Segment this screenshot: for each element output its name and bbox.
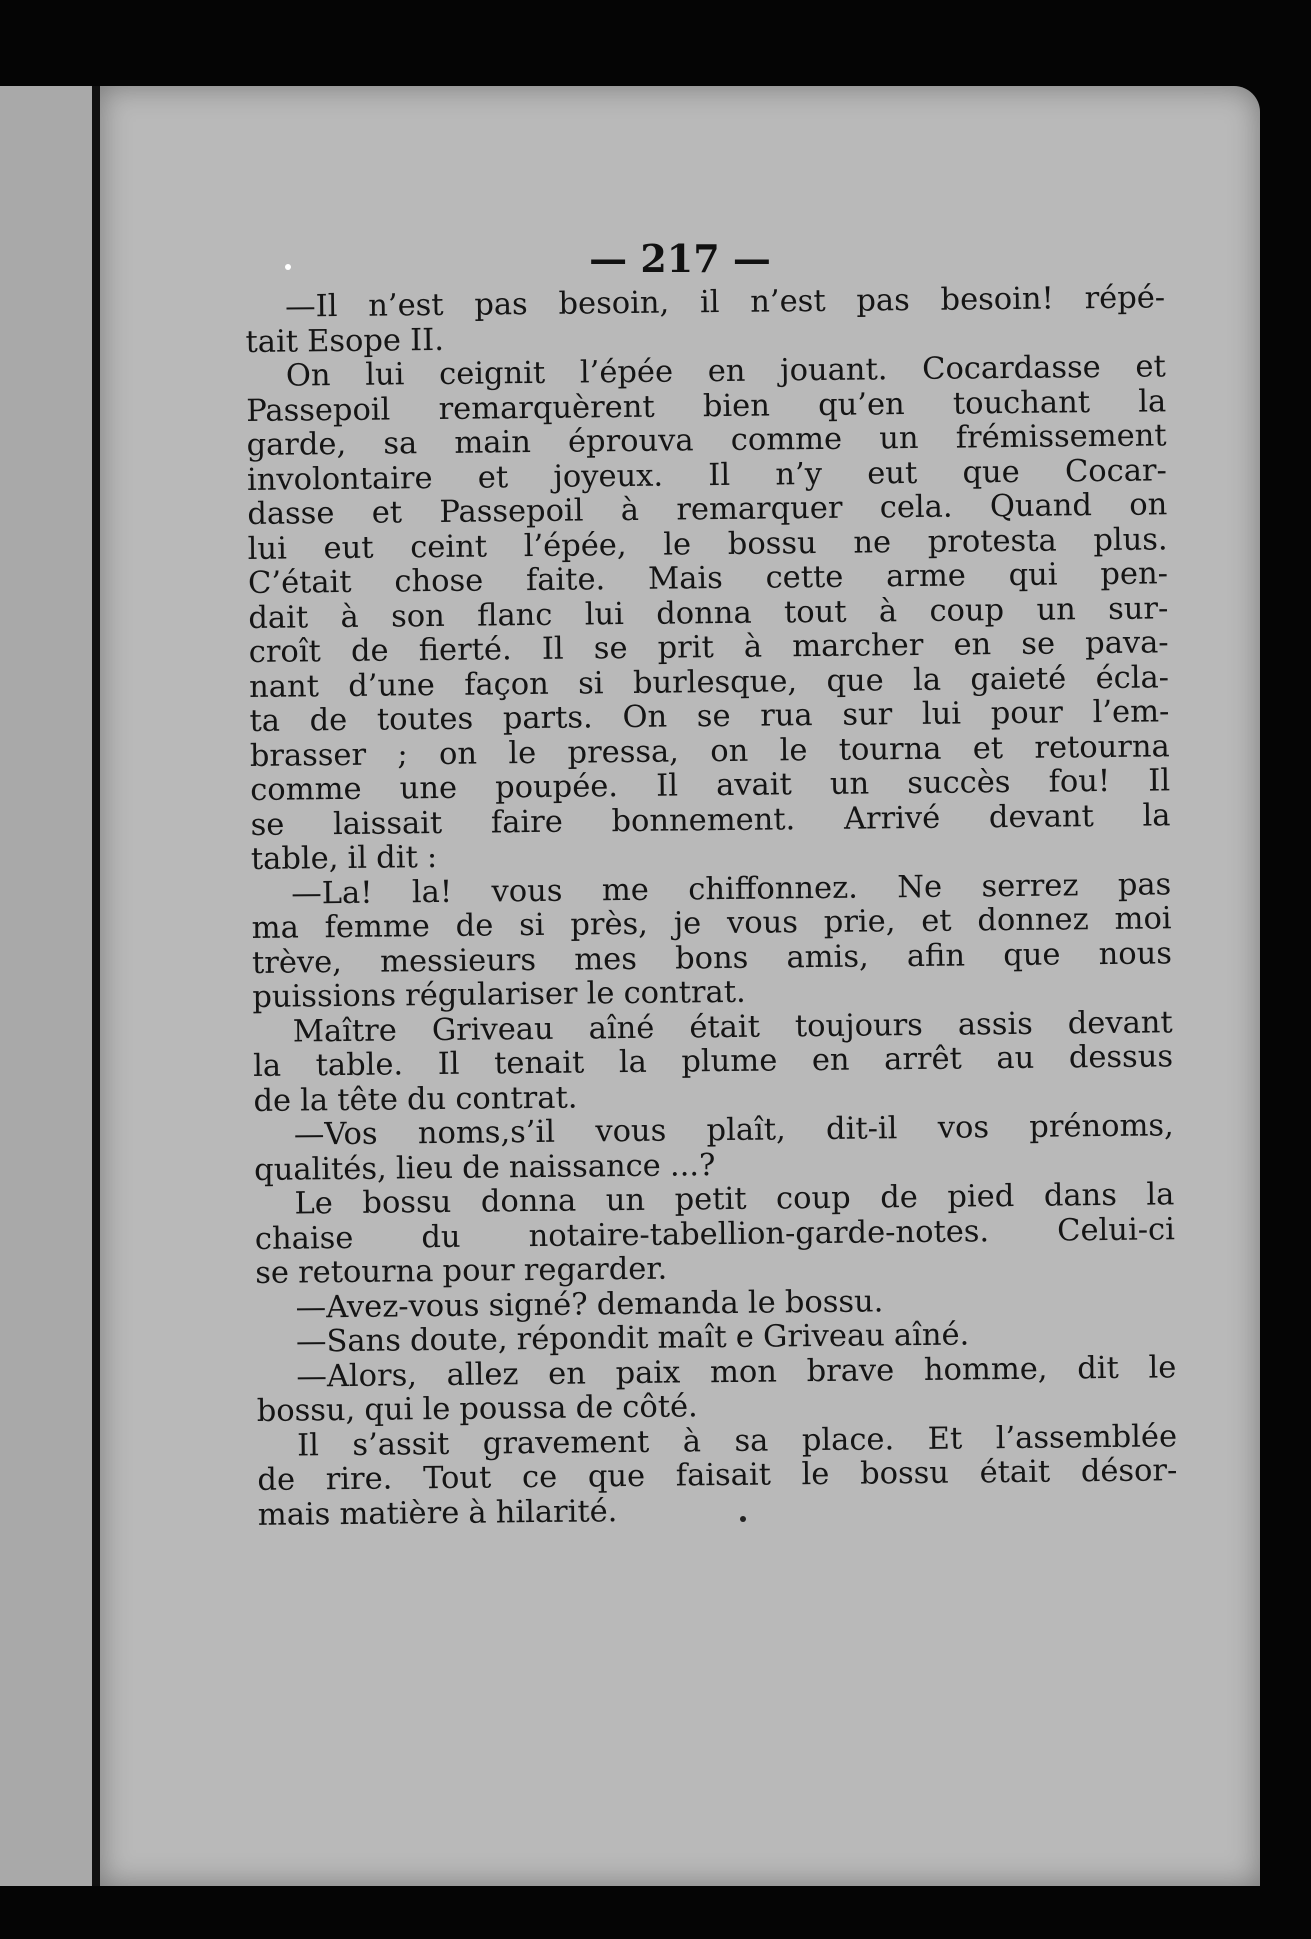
text-line: Maître Griveau aîné était toujours assis devant [292,1004,1173,1050]
text-line: chaise du notaire-tabellion-garde-notes. Celui-ci [254,1211,1176,1257]
text-line: table, il dit : [250,840,438,877]
text-line: C’était chose faite. Mais cette arme qui pen- [247,556,1169,601]
text-line: Le bossu donna un petit coup de pied dans la [294,1177,1175,1222]
book-page [100,86,1260,1886]
text-line: —Sans doute, répondit maît e Griveau aîné. [295,1317,970,1360]
text-line: trève, messieurs mes bons amis, afin que nous [251,935,1173,981]
text-line: involontaire et joyeux. Il n’y eut que Cocar- [246,452,1168,498]
text-line: ma femme de si près, je vous prie, et donnez moi [251,901,1172,946]
text-line: Il s’assit gravement à sa place. Et l’assemblée [296,1418,1178,1464]
text-line: Passepoil remarquèrent bien qu’en touchant la [246,383,1167,429]
text-line: croît de fierté. Il se prit à marcher en se pava- [248,625,1169,670]
text-line: de rire. Tout ce que faisait le bossu était désor- [257,1453,1178,1498]
previous-page-edge [0,86,92,1886]
text-line: lui eut ceint l’épée, le bossu ne protesta plus. [247,521,1168,567]
page-number: — 217 — [589,236,771,281]
text-line: —Avez-vous signé? demanda le bossu. [295,1283,884,1326]
text-line: mais matière à hilarité. [257,1493,618,1533]
text-line: bossu, qui le poussa de côté. [256,1389,698,1429]
page-text [245,281,1178,1533]
text-line: de la tête du contrat. [253,1080,578,1119]
text-line: nant d’une façon si burlesque, que la gaieté écla- [248,659,1170,705]
text-line: garde, sa main éprouva comme un frémissement [246,418,1167,463]
text-line: puissions régulariser le contrat. [252,974,746,1015]
page-gutter [92,86,100,1886]
text-line: tait Esope II. [245,322,445,360]
text-line: la table. Il tenait la plume en arrêt au dessus [252,1039,1174,1084]
text-line: —La! la! vous me chiffonnez. Ne serrez pas [291,866,1172,912]
text-line: On lui ceignit l’épée en jouant. Cocardasse et [285,349,1166,394]
text-line: se laissait faire bonnement. Arrivé devant la [250,797,1171,843]
text-line: —Il n’est pas besoin, il n’est pas besoin! répé- [284,280,1166,325]
text-line: —Alors, allez en paix mon brave homme, dit le [296,1349,1177,1395]
text-line: se retourna pour regarder. [255,1251,668,1291]
text-line: dait à son flanc lui donna tout à coup un sur- [248,590,1169,636]
text-line: —Vos noms,s’il vous plaît, dit-il vos prénoms, [293,1108,1174,1153]
text-line: dasse et Passepoil à remarquer cela. Quand on [247,487,1168,532]
text-line: comme une poupée. Il avait un succès fou! Il [250,763,1171,808]
text-line: brasser ; on le pressa, on le tourna et retourna [249,728,1170,774]
text-line: ta de toutes parts. On se rua sur lui pour l’em- [249,694,1170,739]
text-line: qualités, lieu de naissance ...? [254,1147,716,1188]
